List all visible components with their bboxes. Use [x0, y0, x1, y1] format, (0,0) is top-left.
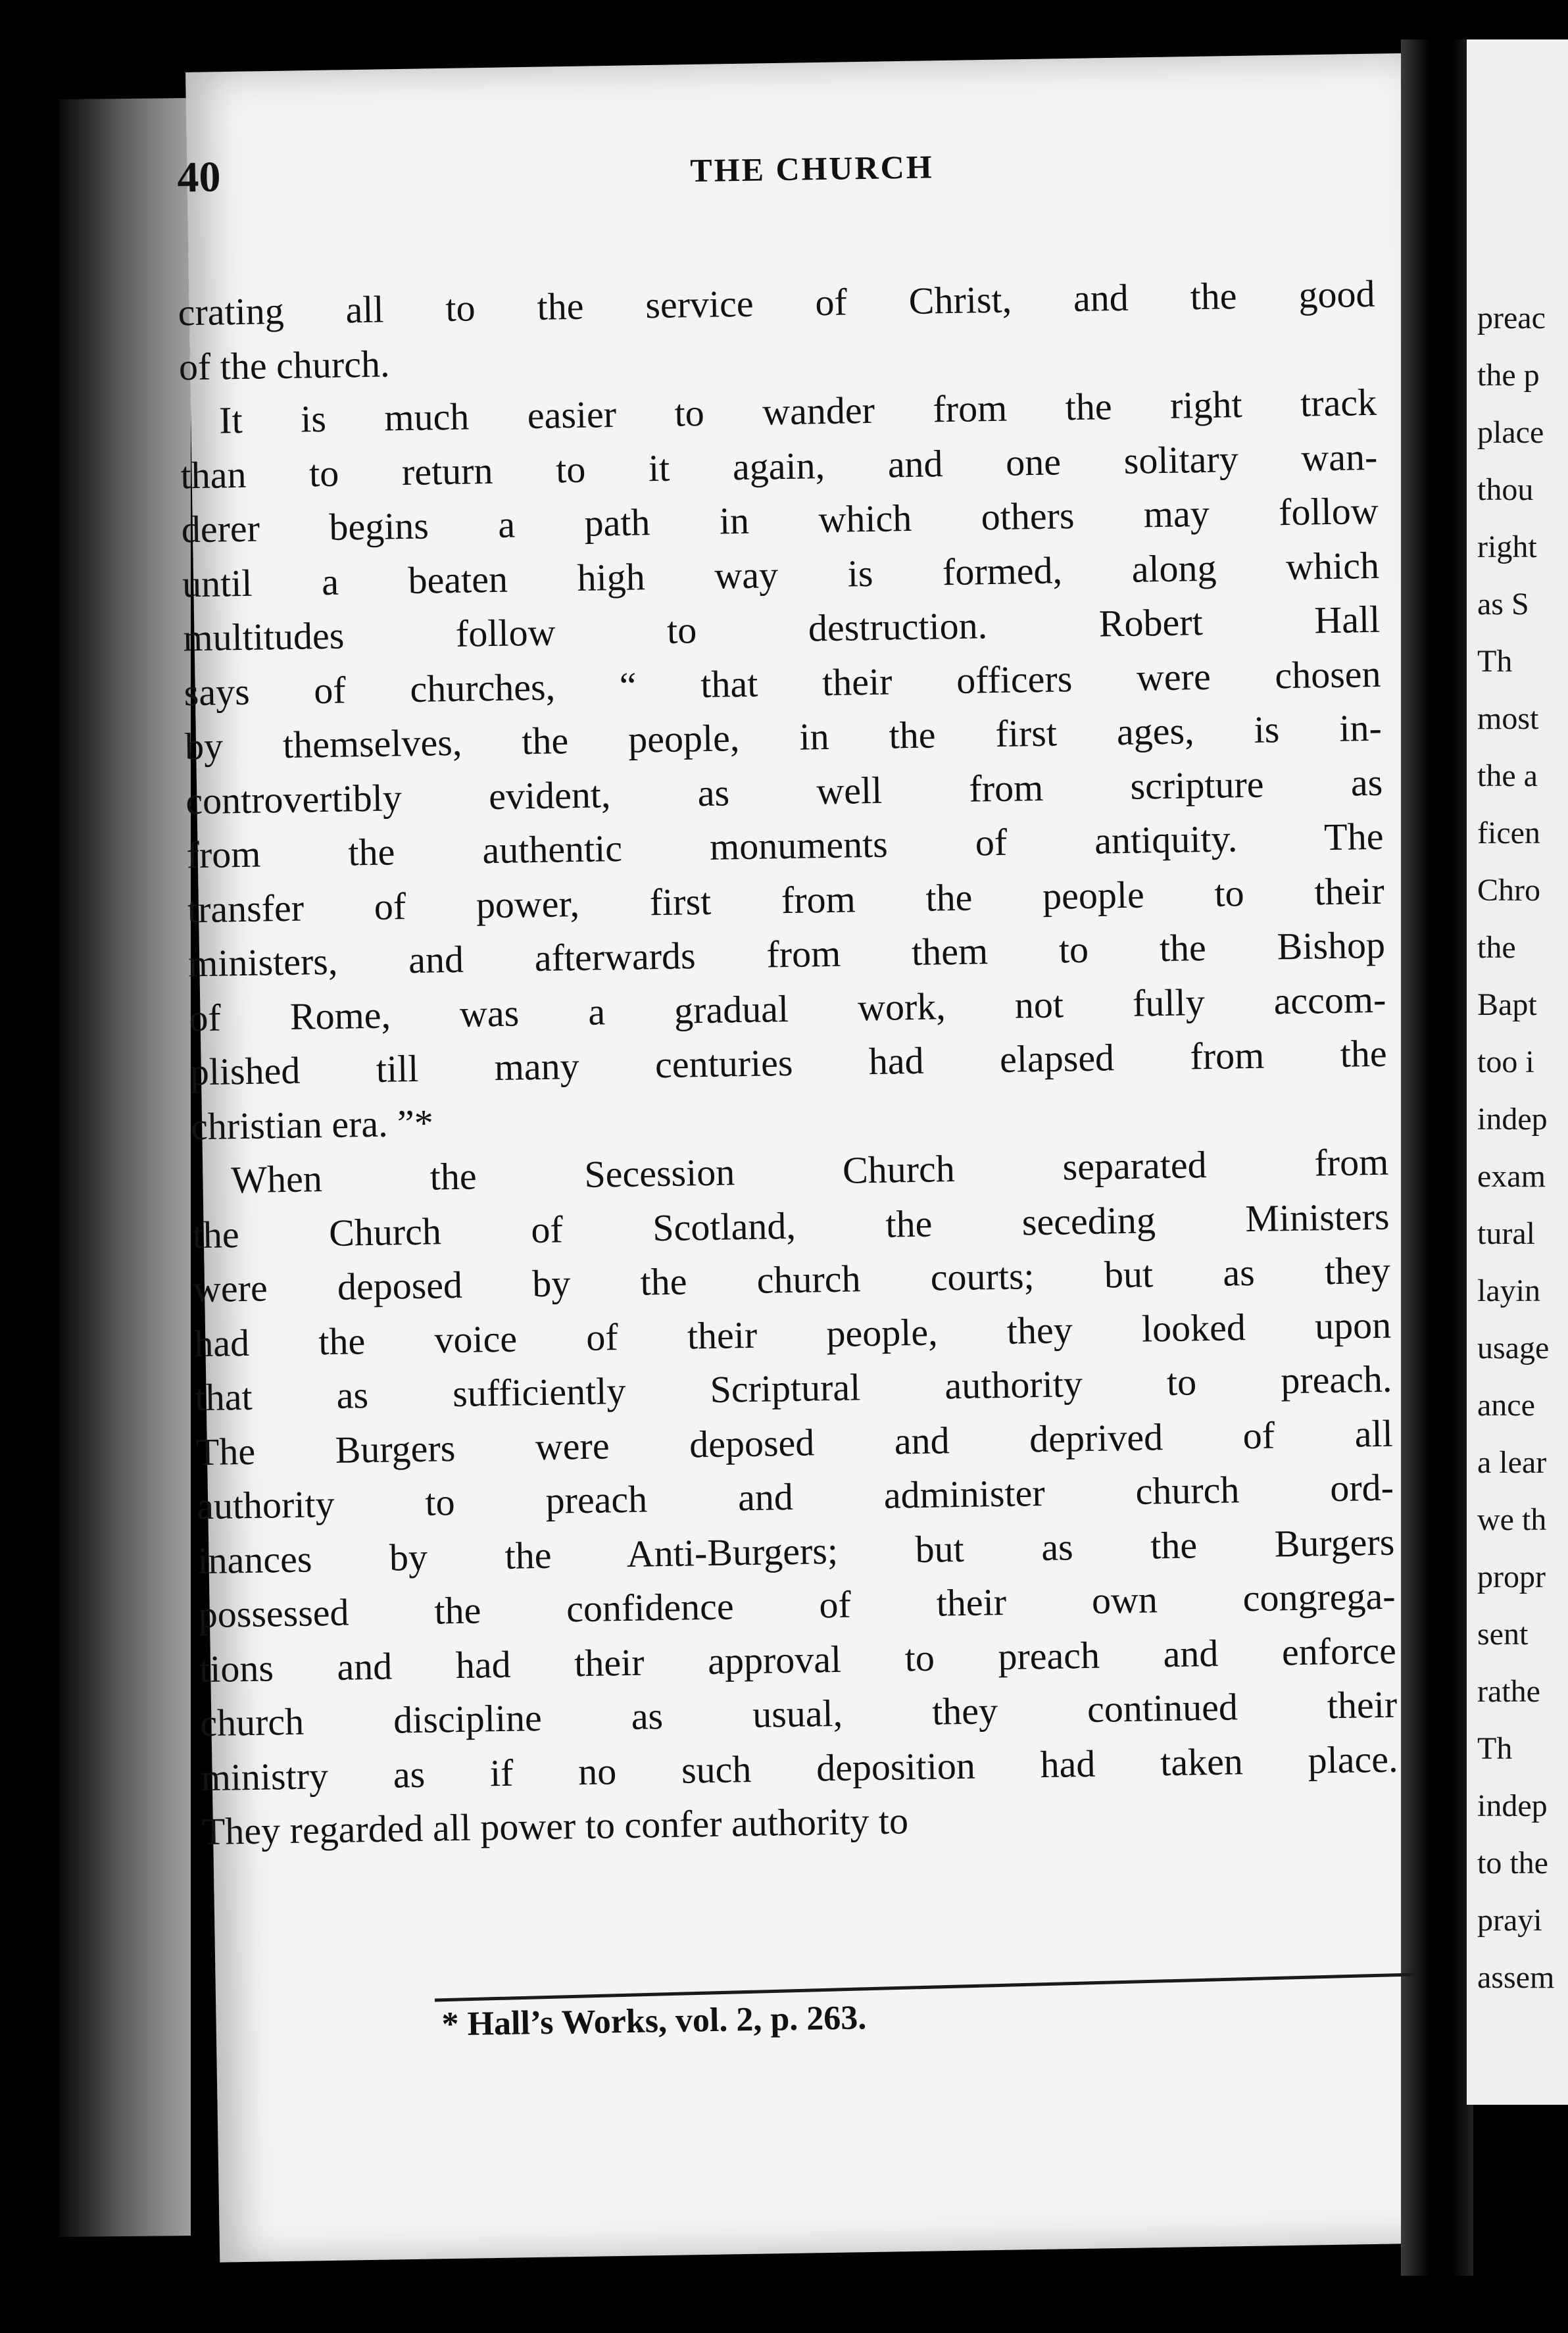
- right-page-line: to the: [1477, 1846, 1548, 1880]
- right-page-line: prayi: [1477, 1903, 1542, 1938]
- right-page-line: right: [1477, 529, 1537, 564]
- footnote-rule: [435, 1973, 1418, 2001]
- text-line: says of churches, “ that their officers were chosen: [184, 652, 1382, 714]
- right-page-line: assem: [1477, 1960, 1555, 1995]
- right-page-line: Chro: [1477, 873, 1540, 908]
- right-page-line: Th: [1477, 644, 1513, 679]
- text-line: multitudes follow to destruction. Robert Hall: [182, 597, 1381, 660]
- right-page-line: most: [1477, 701, 1539, 736]
- text-line: until a beaten high way is formed, along which: [182, 543, 1380, 605]
- body-text: [178, 267, 1399, 1859]
- text-line: had the voice of their people, they looked upon: [193, 1303, 1392, 1365]
- text-line: that as sufficiently Scriptural authority to preach.: [195, 1357, 1392, 1419]
- right-page-line: the a: [1477, 758, 1538, 793]
- text-line: transfer of power, first from the people to their: [187, 869, 1385, 931]
- right-page-line: Th: [1477, 1731, 1513, 1766]
- right-page-line: a lear: [1477, 1445, 1547, 1480]
- text-line: of Rome, was a gradual work, not fully accom-: [188, 977, 1386, 1039]
- right-page-line: exam: [1477, 1159, 1546, 1194]
- page-number: 40: [176, 153, 221, 202]
- running-head: THE CHURCH: [689, 148, 935, 189]
- right-page-line: the: [1477, 930, 1516, 965]
- text-line: When the Secession Church separated from: [230, 1140, 1389, 1202]
- right-page-line: we th: [1477, 1502, 1547, 1537]
- right-page-line: rathe: [1477, 1674, 1540, 1709]
- text-line: christian era. ”*: [190, 1101, 434, 1148]
- right-page-line: the p: [1477, 358, 1540, 393]
- right-page-line: ance: [1477, 1388, 1535, 1423]
- text-line: controvertibly evident, as well from scripture as: [185, 760, 1383, 822]
- text-line: possessed the confidence of their own congrega-: [198, 1574, 1396, 1636]
- text-line: tions and had their approval to preach and enforce: [199, 1629, 1397, 1690]
- text-line: by themselves, the people, in the first ages, is in-: [184, 706, 1383, 768]
- right-page-line: ficen: [1477, 816, 1540, 850]
- right-page-line: indep: [1477, 1102, 1548, 1137]
- text-line: It is much easier to wander from the right track: [218, 380, 1377, 442]
- right-page-line: usage: [1477, 1331, 1550, 1365]
- right-page-line: indep: [1477, 1788, 1548, 1823]
- footnote: * Hall’s Works, vol. 2, p. 263.: [441, 1999, 867, 2044]
- right-page-line: tural: [1477, 1216, 1535, 1251]
- text-line: ministry as if no such deposition had taken place.: [201, 1737, 1398, 1799]
- right-page-line: as S: [1477, 587, 1529, 622]
- text-line: crating all to the service of Christ, and the good: [178, 272, 1375, 334]
- right-page-line: preac: [1477, 301, 1546, 335]
- text-line: inances by the Anti-Burgers; but as the Burgers: [197, 1520, 1395, 1582]
- text-line: ministers, and afterwards from them to the Bishop: [187, 923, 1386, 985]
- right-page-line: layin: [1477, 1273, 1540, 1308]
- right-page-line: Bapt: [1477, 987, 1537, 1022]
- text-line: authority to preach and administer church ord-: [196, 1465, 1394, 1528]
- right-page-line: sent: [1477, 1617, 1529, 1652]
- text-line: were deposed by the church courts; but as they: [193, 1248, 1391, 1311]
- text-line: from the authentic monuments of antiquity. The: [186, 814, 1384, 877]
- text-line: the Church of Scotland, the seceding Ministers: [192, 1194, 1390, 1256]
- text-line: They regarded all power to confer authority to: [201, 1799, 909, 1854]
- page-header: [177, 134, 1362, 232]
- right-page-line: thou: [1477, 472, 1534, 507]
- right-page-line: place: [1477, 415, 1544, 450]
- text-line: church discipline as usual, they continued their: [199, 1682, 1398, 1745]
- right-page-line: propr: [1477, 1559, 1546, 1594]
- text-line: of the church.: [178, 341, 390, 388]
- right-page-line: too i: [1477, 1044, 1534, 1079]
- text-line: than to return to it again, and one solitary wan-: [180, 435, 1378, 497]
- text-line: derer begins a path in which others may follow: [181, 489, 1379, 551]
- text-line: plished till many centuries had elapsed from the: [189, 1031, 1388, 1094]
- text-line: The Burgers were deposed and deprived of all: [195, 1412, 1394, 1473]
